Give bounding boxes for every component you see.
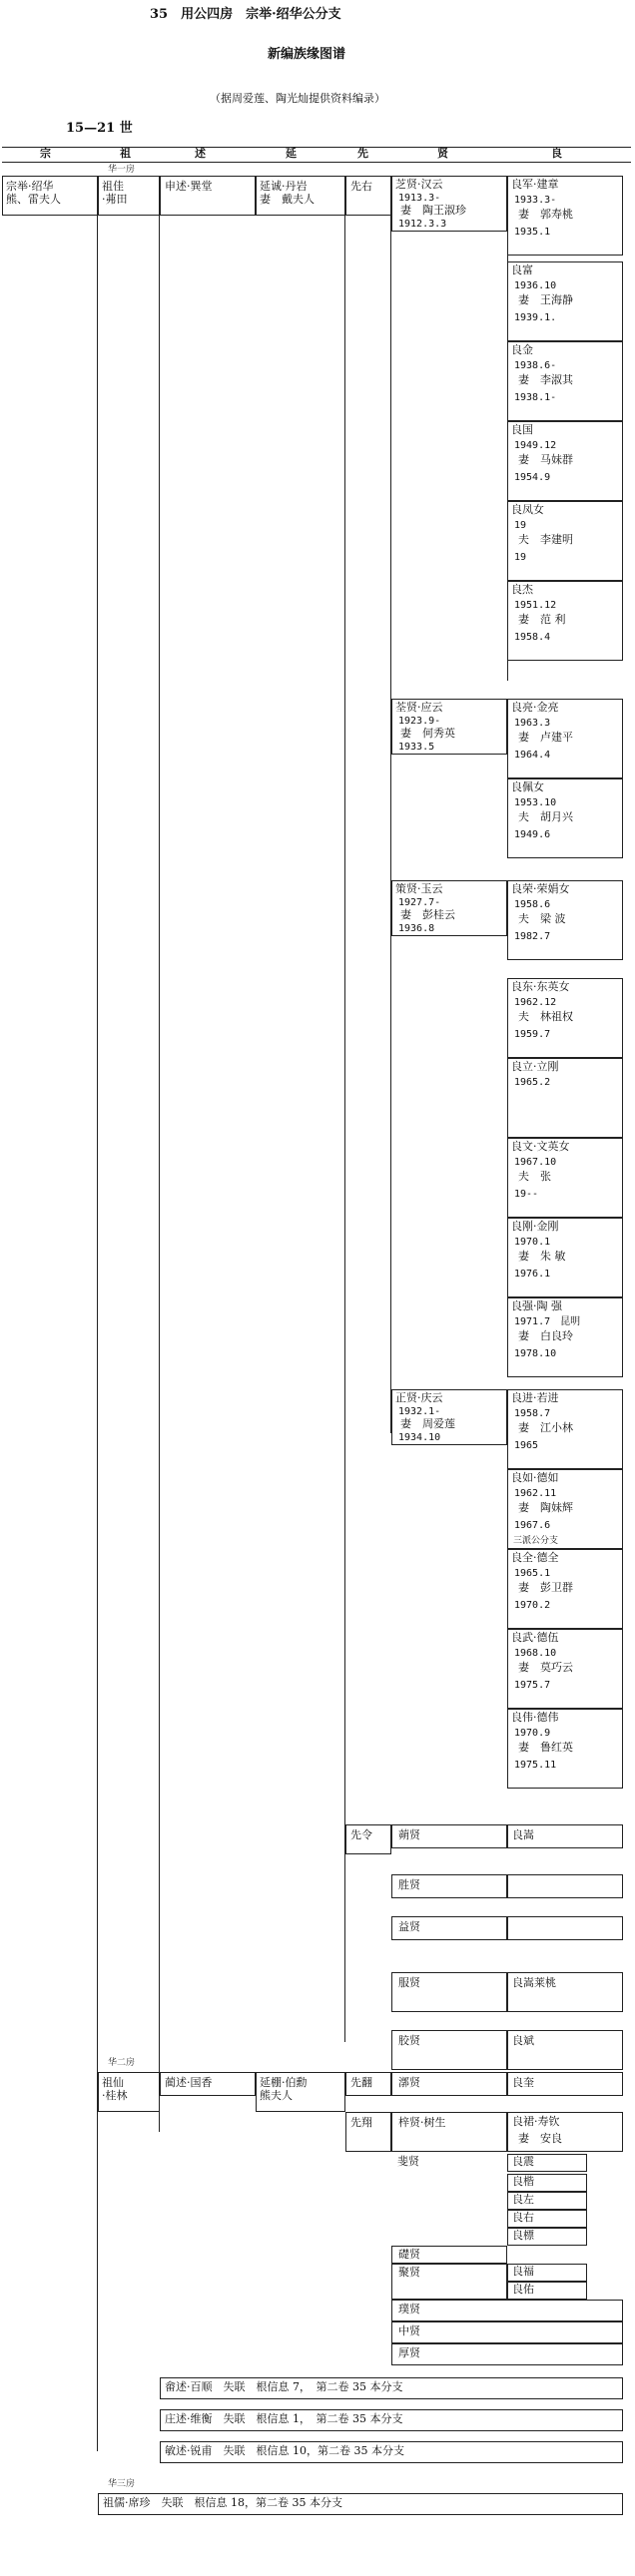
liang-entry [507,2264,587,2282]
liang-entry [507,501,623,581]
xian-date: 1927.7- [398,897,441,908]
liang-entry [507,2228,587,2246]
liang-name: 良楷 [512,2175,534,2188]
col-shu: 述 [195,147,206,160]
xian-date: 1936.8 [398,923,435,934]
xian-entry [391,2246,507,2264]
liang-date: 19 [514,552,527,563]
xian-entry [391,2112,507,2152]
liang-date: 1963.3 [514,718,551,729]
xian2-name: 先令 [350,1828,372,1841]
liang-date: 19-- [514,1189,539,1200]
zu2-box [98,2072,160,2112]
xian-spouse: 妻 彭桂云 [400,908,455,921]
liang-date: 1968.10 [514,1648,557,1659]
page-title: 35 用公四房 宗举·绍华公分支 [150,7,341,22]
liang-date: 1982.7 [514,931,551,942]
liang-name: 良凤女 [511,503,544,516]
liang-entry [507,1218,623,1297]
liang-date: 1975.7 [514,1680,551,1691]
liang-name: 良福 [512,2265,534,2278]
liang-date: 1967.6 [514,1520,551,1531]
liang-date: 1958.6 [514,899,551,910]
liang-entry [507,2072,623,2096]
source-note: （据周爱莲、陶光灿提供资料编录） [210,92,385,105]
liang-name: 良强·陶 强 [511,1299,562,1312]
liang-spouse: 妻 彭卫群 [518,1581,573,1594]
liang-entry [507,699,623,778]
xian-entry [391,1916,507,1940]
xian-entry [391,1824,507,1848]
side-note: 三派公分支 [513,1536,559,1546]
xian-name: 服贤 [398,1976,420,1989]
liang-name: 良奎 [512,2076,534,2089]
xian-spouse: 妻 何秀英 [400,727,455,740]
liang-name: 良武·德伍 [511,1631,559,1644]
xian-entry [391,1972,507,2012]
liang-date: 1949.6 [514,829,551,840]
liang-spouse: 夫 胡月兴 [518,810,573,823]
col-liang: 良 [551,147,562,160]
xian2-box [345,1824,391,1854]
xian-entry [391,2343,623,2365]
zu3-row [98,2493,623,2515]
xian-spouse: 妻 陶王淑珍 [400,204,466,217]
shu2-name: 蔺述·国香 [165,2076,213,2089]
xian-b-box [345,2112,391,2152]
liang-date: 1965.2 [514,1077,551,1088]
liang-date: 1949.12 [514,440,557,451]
xian-date: 1934.10 [398,1432,441,1443]
liang-name: 良军·建章 [511,178,559,191]
liang-entry [507,176,623,256]
xian-name: 胜贤 [398,1878,420,1891]
liang-spouse: 妻 朱 敏 [518,1250,566,1263]
xian-entry [391,176,507,232]
house-2-label: 华二房 [108,2058,136,2068]
liang-date: 1965 [514,1440,539,1451]
liang-entry [507,261,623,341]
liang-date: 1976.1 [514,1269,551,1280]
xian-name: 胶贤 [398,2034,420,2047]
generation-range: 15—21 世 [66,121,133,136]
liang-name: 良荣·荣娟女 [511,882,570,895]
liang-spouse: 夫 林祖权 [518,1010,573,1023]
liang-entry [507,1389,623,1469]
liang-spouse: 夫 张 [518,1170,551,1183]
liang-spouse: 妻 江小林 [518,1421,573,1434]
lost-text: 畲述·百顺 失联 根信息 7， 第二卷 35 本分支 [165,2380,403,2393]
liang-spouse: 妻 莫巧云 [518,1661,573,1674]
xian-date: 1913.3- [398,193,441,204]
xian-name: 梓贤·树生 [398,2116,446,2129]
liang-entry [507,2112,623,2152]
col-xian: 先 [357,147,368,160]
liang-name: 良右 [512,2211,534,2224]
liang-spouse: 妻 马妹群 [518,453,573,466]
liang-name: 良金 [511,343,533,356]
xian-entry [391,2264,507,2300]
zu2-name: 祖仙 ·桂林 [102,2076,128,2102]
connector [344,216,345,2042]
shu2-box [160,2072,256,2096]
zu3-text: 祖儒·席珍 失联 根信息 18，第二卷 35 本分支 [103,2496,342,2509]
xian-name: 璞贤 [398,2303,420,2316]
connector [97,216,98,2451]
liang-name: 良富 [511,263,533,276]
liang-entry [507,1297,623,1377]
xian-name: 厚贤 [398,2346,420,2359]
xian-name: 荃贤·应云 [395,701,443,714]
liang-name: 良嵩莱桃 [512,1976,556,1989]
liang-date: 1962.12 [514,997,557,1008]
yan2-name: 延棚·伯勳 熊夫人 [260,2076,308,2102]
liang-name: 良左 [512,2193,534,2206]
liang-spouse: 妻 卢建平 [518,731,573,744]
liang-name: 良震 [512,2155,534,2168]
connector [507,232,508,681]
liang-date: 1958.4 [514,632,551,643]
liang-entry [507,2154,587,2172]
liang-entry [507,341,623,421]
liang-name: 良伟·德伟 [511,1711,559,1724]
liang-name: 良佩女 [511,780,544,793]
col-yan: 延 [286,147,297,160]
lost-text: 敏述·锐甫 失联 根信息 10，第二卷 35 本分支 [165,2444,404,2457]
liang-name: 良东·东英女 [511,980,570,993]
col-zong: 宗 [40,147,51,160]
xian-name: 正贤·庆云 [395,1391,443,1404]
shu1-name: 申述·巽堂 [165,180,213,193]
liang-date: 1951.12 [514,600,557,611]
xian-entry [391,1389,507,1445]
xian-entry [391,2030,507,2070]
liang-spouse: 妻 白良玲 [518,1329,573,1342]
yan2-box [256,2072,345,2112]
liang-spouse: 妻 郭寿桃 [518,208,573,221]
liang-name: 良標 [512,2229,534,2242]
liang-date: 1954.9 [514,472,551,483]
house-3-label: 华三房 [108,2479,136,2489]
xian-name: 斐贤 [397,2155,419,2168]
zong-name: 宗举·绍华 熊、雷夫人 [6,180,61,206]
liang-entry [507,2030,623,2070]
liang-spouse: 夫 梁 波 [518,912,566,925]
liang-name: 良全·德全 [511,1551,559,1564]
zu1-box [98,176,160,216]
col-zu: 祖 [120,147,131,160]
liang-entry [507,1709,623,1789]
liang-entry [507,778,623,858]
liang-date: 1935.1 [514,227,551,238]
zong-box [2,176,98,216]
liang-date: 1953.10 [514,797,557,808]
liang-name: 良刚·金刚 [511,1220,559,1233]
liang-date: 1959.7 [514,1029,551,1040]
xian-entry [391,1874,507,1898]
xian-name: 中贤 [398,2324,420,2337]
xian-name: 益贤 [398,1920,420,1933]
liang-spouse: 妻 李淑其 [518,373,573,386]
liang-date: 1967.10 [514,1157,557,1168]
liang-name: 良斌 [512,2034,534,2047]
liang-date: 1970.1 [514,1237,551,1248]
liang-entry [507,880,623,960]
xian-entry [391,699,507,755]
liang-entry-empty [507,1874,623,1898]
shu1-box [160,176,256,216]
xian-name: 蒴贤 [398,1828,420,1841]
liang-date: 1962.11 [514,1488,557,1499]
liang-name: 良国 [511,423,533,436]
liang-date: 1933.3- [514,195,557,206]
liang-entry [507,2174,587,2192]
liang-entry-empty [507,1916,623,1940]
xian-a-box [345,2072,391,2096]
liang-date: 19 [514,520,527,531]
liang-spouse: 妻 安良 [518,2132,562,2145]
column-header-row [2,147,631,163]
xian-name: 聚贤 [398,2266,420,2279]
lost-row [160,2409,623,2431]
lost-text: 庄述·维衡 失联 根信息 1， 第二卷 35 本分支 [165,2412,403,2425]
xian-date: 1933.5 [398,742,435,753]
liang-name: 良嵩 [512,1828,534,1841]
liang-name: 良文·文英女 [511,1140,570,1153]
liang-entry [507,1972,623,2012]
xian-date: 1932.1- [398,1406,441,1417]
liang-date: 1938.6- [514,360,557,371]
xian-b-name: 先翔 [350,2116,372,2129]
xian-entry [391,2300,623,2321]
xian-name: 策贤·玉云 [395,882,443,895]
xian-spouse: 妻 周爱莲 [400,1417,455,1430]
liang-spouse: 妻 陶妹辉 [518,1501,573,1514]
xian-name: 礎贤 [398,2248,420,2261]
page-subtitle: 新编族缘图谱 [268,47,346,62]
liang-spouse: 夫 李建明 [518,533,573,546]
liang-entry [507,978,623,1058]
liang-spouse: 妻 鲁红英 [518,1741,573,1754]
liang-entry [507,1058,623,1138]
xian-entry [391,2072,507,2096]
xian-date: 1923.9- [398,716,441,727]
liang-date: 1936.10 [514,280,557,291]
liang-spouse: 妻 范 利 [518,613,566,626]
liang-entry [507,1138,623,1218]
house-1-label: 华一房 [108,165,136,175]
xian1-box [345,176,391,216]
liang-date: 1964.4 [514,750,551,761]
liang-date: 1970.9 [514,1728,551,1739]
liang-entry [507,2192,587,2210]
xian1-name: 先右 [350,180,372,193]
yan1-box [256,176,345,216]
xian-date: 1912.3.3 [398,219,447,230]
liang-date: 1958.7 [514,1408,551,1419]
xian-name: 漷贤 [398,2076,420,2089]
liang-entry [507,421,623,501]
liang-name: 良立·立刚 [511,1060,559,1073]
xian-name: 芝贤·汉云 [395,178,443,191]
yan1-name: 延诚·丹岩 妻 戴夫人 [260,180,315,206]
liang-date: 1965.1 [514,1568,551,1579]
liang-date: 1938.1- [514,392,557,403]
liang-entry [507,1629,623,1709]
liang-entry [507,2282,587,2300]
liang-entry [507,1824,623,1848]
xian-entry [391,2321,623,2343]
liang-entry [507,1549,623,1629]
lost-row [160,2441,623,2463]
connector [390,216,391,1433]
liang-name: 良杰 [511,583,533,596]
liang-date: 1939.1. [514,312,557,323]
xian-entry [391,880,507,936]
xian-a-name: 先翻 [350,2076,372,2089]
liang-name: 良亮·金亮 [511,701,559,714]
liang-name: 良如·德如 [511,1471,559,1484]
lost-row [160,2377,623,2399]
col-xian2: 贤 [437,147,448,160]
connector [159,216,160,2132]
liang-date: 1971.7 昆明 [514,1316,581,1327]
liang-entry [507,2210,587,2228]
liang-date: 1975.11 [514,1760,557,1771]
liang-name: 良进·若进 [511,1391,559,1404]
liang-entry [507,581,623,661]
liang-name: 良裙·寿钦 [512,2115,560,2128]
liang-spouse: 妻 王海静 [518,293,573,306]
liang-date: 1970.2 [514,1600,551,1611]
liang-name: 良佑 [512,2283,534,2296]
liang-date: 1978.10 [514,1348,557,1359]
zu1-name: 祖佳 ·茀田 [102,180,128,206]
